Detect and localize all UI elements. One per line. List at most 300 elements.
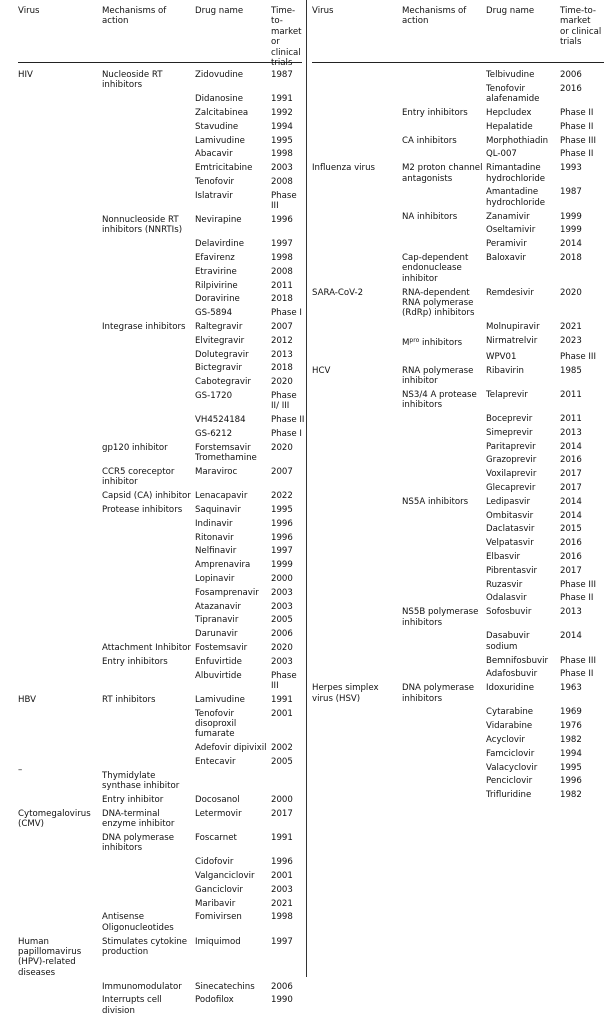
virus-cell: [312, 790, 402, 800]
mechanism-cell: [402, 735, 486, 745]
mechanism-cell: [102, 149, 195, 159]
time-cell: 2003: [271, 656, 293, 667]
mechanism-cell: [102, 857, 195, 867]
table-row: [312, 683, 604, 707]
drug-cell: GS-1720: [195, 390, 233, 401]
time-cell: 1993: [560, 163, 582, 174]
table-row: [312, 593, 604, 607]
time-cell: 2020: [271, 377, 293, 388]
table-row: [312, 414, 604, 428]
drug-cell: Forstemsavir Tromethamine: [195, 442, 257, 464]
mechanism-cell: [102, 519, 195, 529]
time-cell: 1982: [560, 790, 582, 801]
time-cell: Phase III: [560, 351, 596, 362]
drug-cell: Maraviroc: [195, 466, 238, 477]
virus-cell: [312, 749, 402, 759]
table-row: [312, 70, 604, 84]
virus-cell: [18, 857, 102, 867]
table-row: [312, 511, 604, 525]
time-cell: 2014: [560, 496, 582, 507]
time-cell: 2014: [560, 441, 582, 452]
mechanism-cell: RNA polymerase inhibitor: [402, 365, 474, 386]
virus-cell: [18, 281, 102, 291]
table-row: [312, 524, 604, 538]
table-row: [312, 442, 604, 456]
virus-cell: [18, 467, 102, 488]
drug-cell: [195, 771, 271, 792]
mechanism-cell: [102, 267, 195, 277]
time-cell: 2018: [560, 252, 582, 263]
drug-cell: Baloxavir: [486, 252, 526, 263]
drug-cell: Trifluridine: [486, 790, 532, 801]
table-row: [18, 857, 302, 871]
virus-cell: [18, 215, 102, 236]
drug-cell: Rilpivirine: [195, 280, 238, 291]
virus-cell: [18, 982, 102, 992]
table-row: [312, 735, 604, 749]
mechanism-cell: Stimulates cytokine production: [102, 936, 188, 957]
table-row: [312, 239, 604, 253]
mechanism-cell: [102, 709, 195, 740]
mechanism-cell: [402, 469, 486, 479]
mechanism-cell: [402, 455, 486, 465]
virus-cell: [18, 322, 102, 332]
table-row: [18, 322, 302, 336]
virus-cell: [18, 177, 102, 187]
drug-cell: Podofilox: [195, 995, 234, 1006]
table-row: [18, 615, 302, 629]
table-row: [18, 885, 302, 899]
time-cell: 1969: [560, 707, 582, 718]
drug-cell: Elbasvir: [486, 551, 521, 562]
time-cell: 2008: [271, 266, 293, 277]
mechanism-cell: CCR5 coreceptor inhibitor: [102, 466, 175, 488]
table-row: [18, 871, 302, 885]
table-row: [18, 350, 302, 364]
mechanism-cell: [402, 631, 486, 652]
drug-cell: Amantadine hydrochloride: [486, 187, 546, 208]
virus-cell: [312, 322, 402, 332]
table-row: [18, 294, 302, 308]
mechanism-cell: Entry inhibitors: [102, 656, 168, 667]
time-cell: 2006: [271, 629, 293, 640]
time-cell: 2017: [560, 469, 582, 480]
virus-cell: [18, 533, 102, 543]
mechanism-cell: [402, 721, 486, 731]
table-row: [18, 70, 302, 94]
mechanism-cell: [102, 899, 195, 909]
time-cell: 1998: [271, 912, 293, 923]
time-cell: 2013: [271, 349, 293, 360]
virus-cell: [18, 350, 102, 360]
mechanism-cell: [102, 281, 195, 291]
virus-cell: [18, 239, 102, 249]
time-cell: Phase III: [560, 579, 596, 590]
drug-cell: Bemnifosbuvir: [486, 655, 549, 666]
mechanism-cell: Immunomodulator: [102, 981, 182, 992]
table-row: [18, 122, 302, 136]
table-row: [18, 643, 302, 657]
mechanism-cell: [402, 707, 486, 717]
time-cell: Phase II/ III: [271, 390, 297, 412]
table-row: [312, 749, 604, 763]
time-cell: 2015: [560, 524, 582, 535]
time-cell: 2003: [271, 587, 293, 598]
table-row: [18, 533, 302, 547]
virus-cell: Influenza virus: [312, 163, 376, 174]
drug-cell: VH4524184: [195, 415, 246, 426]
time-cell: 1982: [560, 734, 582, 745]
mechanism-cell: [402, 552, 486, 562]
drug-cell: Delavirdine: [195, 239, 244, 250]
drug-cell: Ganciclovir: [195, 884, 243, 895]
table-row: [18, 429, 302, 443]
time-cell: 2013: [560, 427, 582, 438]
table-row: [18, 588, 302, 602]
table-row: [312, 455, 604, 469]
time-cell: 1998: [271, 149, 293, 160]
virus-cell: [18, 795, 102, 805]
drug-cell: Glecaprevir: [486, 482, 536, 493]
table-row: [312, 390, 604, 414]
drug-cell: Amprenavira: [195, 560, 251, 571]
drug-cell: Abacavir: [195, 149, 233, 160]
drug-cell: Adefovir dipivixil: [195, 743, 267, 754]
header-drug: Drug name: [486, 6, 535, 16]
time-cell: 2014: [560, 239, 582, 250]
table-row: [312, 538, 604, 552]
virus-cell: [312, 84, 402, 105]
drug-cell: Dolutegravir: [195, 349, 249, 360]
time-cell: 2014: [560, 510, 582, 521]
time-cell: 1999: [560, 225, 582, 236]
time-cell: 1995: [560, 762, 582, 773]
mechanism-cell: [402, 763, 486, 773]
time-cell: 2003: [271, 884, 293, 895]
mechanism-cell: [402, 70, 486, 80]
table-body: [18, 63, 305, 1020]
drug-cell: Dasabuvir sodium: [486, 631, 530, 652]
mechanism-cell: Nucleoside RT inhibitors: [102, 70, 163, 91]
mechanism-cell: CA inhibitors: [402, 135, 457, 146]
mechanism-cell: [102, 429, 195, 439]
mechanism-cell: [402, 322, 486, 332]
drug-cell: Fostemsavir: [195, 642, 248, 653]
time-cell: 1997: [271, 239, 293, 250]
time-cell: 1995: [271, 504, 293, 515]
drug-cell: QL-007: [486, 149, 517, 160]
time-cell: 1996: [271, 857, 293, 868]
time-cell: 1987: [560, 187, 582, 198]
table-body: [312, 63, 604, 804]
mechanism-cell: [102, 94, 195, 104]
time-cell: 2003: [271, 163, 293, 174]
drug-cell: Nirmatrelvir: [486, 336, 538, 346]
drug-cell: Ribavirin: [486, 365, 524, 376]
time-cell: 2011: [271, 280, 293, 291]
table-row: [18, 94, 302, 108]
table-row: [18, 546, 302, 560]
virus-cell: [18, 491, 102, 501]
virus-cell: [18, 546, 102, 556]
table-row: [18, 253, 302, 267]
virus-cell: [18, 560, 102, 570]
virus-cell: [312, 442, 402, 452]
drug-cell: Bictegravir: [195, 363, 242, 374]
virus-cell: [18, 519, 102, 529]
drug-cell: Ledipasvir: [486, 496, 530, 507]
drug-cell: Atazanavir: [195, 601, 241, 612]
table-row: [312, 721, 604, 735]
virus-cell: [312, 580, 402, 590]
table-row: [312, 352, 604, 366]
drug-cell: Zalcitabinea: [195, 108, 249, 118]
time-cell: [271, 771, 305, 792]
virus-cell: [312, 253, 402, 284]
virus-cell: [18, 377, 102, 387]
virus-cell: [18, 308, 102, 318]
drug-cell: Hepalatide: [486, 121, 533, 132]
table-row: [18, 467, 302, 491]
table-row: [18, 177, 302, 191]
time-cell: Phase I: [271, 428, 302, 439]
mechanism-cell: [402, 428, 486, 438]
virus-cell: [312, 187, 402, 208]
time-cell: 2011: [560, 414, 582, 424]
drug-cell: Ritonavir: [195, 532, 234, 543]
virus-cell: SARA-CoV-2: [312, 287, 364, 298]
time-cell: 2012: [271, 335, 293, 346]
header-mechanism: Mechanisms of action: [102, 6, 167, 27]
time-cell: 2017: [271, 808, 293, 819]
virus-cell: [312, 122, 402, 132]
mechanism-cell: Attachment Inhibitor: [102, 642, 191, 653]
virus-cell: [312, 212, 402, 222]
mechanism-cell: [402, 538, 486, 548]
table-row: [18, 363, 302, 377]
table-row: [312, 122, 604, 136]
virus-cell: [18, 671, 102, 692]
drug-cell: Grazoprevir: [486, 455, 537, 466]
mechanism-cell: [402, 239, 486, 249]
time-cell: 1976: [560, 721, 582, 732]
table-row: [312, 366, 604, 390]
drug-cell: Adafosbuvir: [486, 669, 538, 680]
virus-cell: [18, 294, 102, 304]
time-cell: Phase II: [560, 121, 594, 132]
time-cell: 1963: [560, 683, 582, 694]
table-row: [312, 483, 604, 497]
table-row: [312, 707, 604, 721]
time-cell: 1996: [560, 776, 582, 787]
table-row: [18, 795, 302, 809]
table-row: [312, 84, 604, 108]
table-row: [18, 281, 302, 295]
virus-cell: [18, 391, 102, 412]
time-cell: 1997: [271, 936, 293, 947]
table-row: [18, 163, 302, 177]
mechanism-cell: [402, 749, 486, 759]
drug-cell: Foscarnet: [195, 832, 237, 843]
table-row: [18, 671, 302, 695]
mechanism-cell: Integrase inhibitors: [102, 321, 186, 332]
time-cell: 2011: [560, 389, 582, 400]
drug-cell: Ombitasvir: [486, 510, 534, 521]
mechanism-cell: DNA polymerase inhibitors: [102, 832, 175, 854]
header-mechanism: Mechanisms of action: [402, 6, 467, 27]
virus-cell: [18, 871, 102, 881]
drug-cell: Oseltamivir: [486, 225, 536, 236]
mechanism-cell: [402, 593, 486, 603]
mechanism-cell: M2 proton channel antagonists: [402, 163, 483, 184]
drug-cell: Odalasvir: [486, 593, 527, 604]
virus-cell: Human papillomavirus (HPV)-related diseases: [18, 936, 82, 978]
mechanism-cell: [402, 122, 486, 132]
virus-cell: HCV: [312, 365, 331, 376]
mechanism-cell: [102, 163, 195, 173]
mechanism-cell: [402, 776, 486, 786]
time-cell: Phase II: [560, 669, 594, 680]
table-header: [18, 0, 302, 69]
drug-cell: Sofosbuvir: [486, 607, 532, 618]
time-cell: 2013: [560, 607, 582, 618]
table-row: [312, 322, 604, 336]
time-cell: Phase II: [560, 149, 594, 160]
drug-cell: Peramivir: [486, 239, 527, 250]
mechanism-text-rest: inhibitors: [419, 338, 463, 348]
time-cell: 2017: [560, 482, 582, 493]
drug-cell: Enfuvirtide: [195, 656, 242, 667]
table-row: [18, 809, 302, 833]
mechanism-cell: RT inhibitors: [102, 694, 156, 705]
drug-cell: Fosamprenavir: [195, 587, 259, 598]
table-row: [312, 469, 604, 483]
virus-cell: HBV: [18, 694, 36, 705]
mechanism-cell: NS5B polymerase inhibitors: [402, 607, 479, 628]
time-cell: Phase II: [560, 593, 594, 604]
mechanism-cell: [102, 415, 195, 425]
drug-cell: GS-6212: [195, 428, 233, 439]
virus-cell: [312, 70, 402, 80]
table-row: [312, 631, 604, 655]
header-virus: Virus: [18, 6, 40, 16]
time-cell: Phase II: [560, 108, 594, 118]
drug-cell: Pibrentasvir: [486, 565, 538, 576]
table-row: [312, 776, 604, 790]
table-row: [18, 519, 302, 533]
mechanism-cell: [102, 108, 195, 118]
mechanism-cell: [102, 294, 195, 304]
virus-cell: [18, 757, 102, 767]
virus-cell: Cytomegalovirus (CMV): [18, 808, 91, 830]
drug-cell: Tenofovir alafenamide: [486, 83, 540, 105]
time-cell: 1992: [271, 108, 293, 118]
time-cell: 1999: [271, 560, 293, 571]
table-row: [312, 149, 604, 163]
virus-cell: [312, 511, 402, 521]
table-row: [18, 136, 302, 150]
table-row: [18, 757, 302, 771]
drug-cell: Acyclovir: [486, 734, 525, 745]
virus-cell: [312, 552, 402, 562]
virus-cell: [18, 336, 102, 346]
time-cell: 2021: [560, 322, 582, 333]
time-cell: 1987: [271, 70, 293, 80]
drug-cell: Cidofovir: [195, 857, 234, 868]
table-row: [18, 505, 302, 519]
table-row: [312, 288, 604, 323]
mechanism-cell: [402, 149, 486, 159]
time-cell: 1999: [560, 211, 582, 222]
time-cell: 1990: [271, 995, 293, 1006]
drug-cell: Penciclovir: [486, 776, 533, 787]
time-cell: 1995: [271, 135, 293, 146]
mechanism-cell: [102, 602, 195, 612]
drug-cell: Vidarabine: [486, 721, 533, 732]
time-cell: 2016: [560, 538, 582, 549]
mechanism-cell: [102, 253, 195, 263]
mechanism-cell: [102, 743, 195, 753]
mechanism-cell: [102, 336, 195, 346]
time-cell: 2020: [271, 442, 293, 453]
table-row: [312, 225, 604, 239]
virus-cell: [18, 94, 102, 104]
virus-cell: [312, 414, 402, 424]
drug-cell: Rimantadine hydrochloride: [486, 163, 546, 184]
table-row: [18, 574, 302, 588]
table-row: [18, 267, 302, 281]
table-left-half: [18, 0, 305, 1020]
virus-cell: [18, 743, 102, 753]
time-cell: 2005: [271, 756, 293, 767]
virus-cell: [312, 593, 402, 603]
virus-cell: [312, 497, 402, 507]
drug-cell: Tenofovir: [195, 176, 235, 187]
virus-cell: [18, 602, 102, 612]
mechanism-cell: Protease inhibitors: [102, 504, 183, 515]
virus-cell: [18, 363, 102, 373]
virus-cell: [312, 631, 402, 652]
drug-cell: Lamivudine: [195, 694, 245, 705]
time-cell: 2017: [560, 565, 582, 576]
time-cell: 1991: [271, 832, 293, 843]
virus-cell: [312, 538, 402, 548]
mechanism-cell: [102, 136, 195, 146]
virus-cell: [312, 225, 402, 235]
drug-cell: Ruzasvir: [486, 579, 523, 590]
drug-cell: Hepcludex: [486, 108, 532, 118]
time-cell: 2000: [271, 573, 293, 584]
time-cell: 2001: [271, 870, 293, 881]
virus-cell: [312, 524, 402, 534]
drug-cell: Albuvirtide: [195, 670, 242, 681]
drug-cell: Valganciclovir: [195, 870, 255, 881]
drug-cell: Remdesivir: [486, 287, 534, 298]
virus-cell: [18, 588, 102, 598]
table-row: [312, 212, 604, 226]
virus-cell: [312, 721, 402, 731]
time-cell: 2022: [271, 491, 293, 502]
time-cell: 2008: [271, 176, 293, 187]
time-cell: 2003: [271, 601, 293, 612]
time-cell: Phase III: [271, 190, 297, 212]
mechanism-cell: Cap-dependent endonuclease inhibitor: [402, 252, 469, 284]
virus-cell: [18, 771, 102, 792]
mechanism-cell: [402, 790, 486, 800]
mechanism-cell: [102, 671, 195, 692]
virus-cell: [18, 267, 102, 277]
mechanism-cell: gp120 inhibitor: [102, 442, 168, 453]
